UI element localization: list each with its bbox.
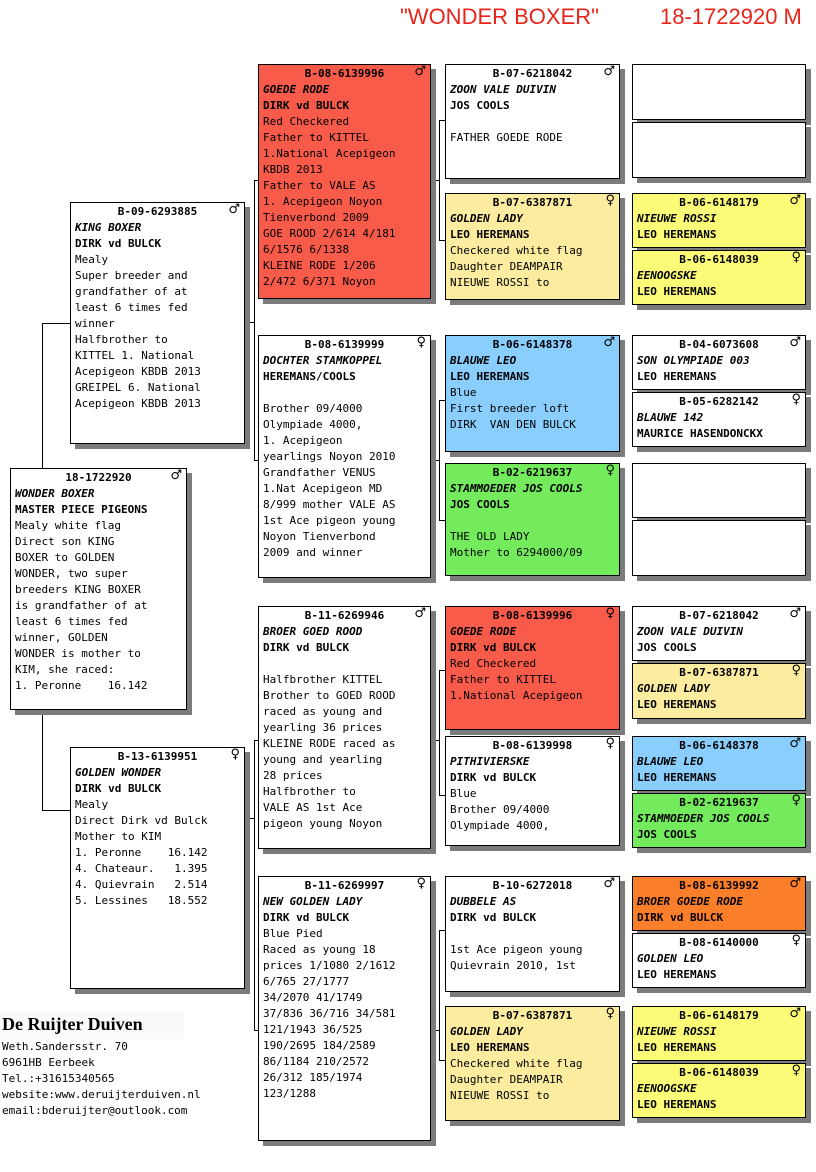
ring-number — [637, 465, 801, 481]
pedigree-card-g5-8[interactable] — [632, 520, 806, 576]
pigeon-name: BLAUWE 142 — [637, 411, 704, 424]
pigeon-description: Checkered white flag Daughter DEAMPAIR NIEUWE ROSSI to — [450, 244, 583, 289]
ring-number-text: B-08-6139996 — [492, 609, 573, 622]
breeder-label: LEO HEREMANS — [637, 968, 717, 981]
pedigree-card-g5-14[interactable] — [632, 933, 806, 988]
ring-number-text: B-06-6148378 — [492, 338, 573, 351]
pedigree-card-dss[interactable] — [445, 606, 620, 730]
pigeon-description: FATHER GOEDE RODE — [450, 131, 563, 144]
pigeon-description: Blue First breeder loft DIRK VAN DEN BULCK — [450, 386, 576, 431]
breeder-label: LEO HEREMANS — [450, 370, 530, 383]
pigeon-description: Blue Pied Raced as young 18 prices 1/1080 2/1612 6/765 27/1777 34/2070 41/1749 37/836 36/716 34/581 121/1943 36/525 190/2695 184/2589 86/1184 210/2572 26/312 185/1974 123/1288 — [263, 927, 396, 1100]
breeder-label: DIRK vd BULCK — [450, 771, 537, 784]
pedigree-card-g5-16[interactable] — [632, 1063, 806, 1118]
breeder-phone[interactable]: Tel.:+31615340565 — [2, 1072, 115, 1085]
pedigree-card-dsd[interactable] — [445, 736, 620, 846]
pigeon-description: Red Checkered Father to KITTEL 1.National Acepigeon KBDB 2013 Father to VALE AS 1. Acepigeon Noyon Tienverbond 2009 GOE ROOD 2/614 4/181 6/1576 6/1338 KLEINE RODE 1/206 2/472 6/371 Noyon — [263, 115, 396, 288]
pigeon-name: DOCHTER STAMKOPPEL — [263, 354, 383, 367]
ring-number — [263, 878, 426, 894]
breeder-label: LEO HEREMANS — [450, 1041, 530, 1054]
ring-number — [637, 1065, 801, 1081]
sex-icon: ♀ — [230, 747, 240, 762]
pedigree-card-g5-9[interactable] — [632, 606, 806, 661]
sex-icon: ♀ — [791, 392, 801, 407]
ring-number — [75, 204, 240, 220]
ring-number-text: B-07-6387871 — [679, 666, 759, 679]
ring-number — [263, 66, 426, 82]
ring-number-text: B-10-6272018 — [492, 879, 573, 892]
breeder-label: LEO HEREMANS — [637, 1098, 717, 1111]
sex-icon: ♂ — [789, 606, 801, 621]
breeder-label: DIRK vd BULCK — [637, 911, 724, 924]
pedigree-card-ssd[interactable] — [445, 193, 620, 300]
ring-number-text: B-08-6140000 — [679, 936, 759, 949]
pigeon-description: Brother 09/4000 Olympiade 4000, 1. Acepigeon yearlings Noyon 2010 Grandfather VENUS 1.Nat Acepigeon MD 8/999 mother VALE AS 1st Ace pigeon young Noyon Tienverbond 2009 and winner — [263, 402, 396, 559]
breeder-label: LEO HEREMANS — [637, 370, 717, 383]
pigeon-name: NIEUWE ROSSI — [637, 212, 717, 225]
pedigree-card-subject[interactable] — [10, 468, 187, 710]
pedigree-ring-number: 18-1722920 M — [660, 4, 802, 29]
ring-number-text: B-06-6148039 — [679, 1066, 759, 1079]
breeder-email-link[interactable]: email:bderuijter@outlook.com — [2, 1104, 188, 1117]
breeder-label: LEO HEREMANS — [637, 228, 717, 241]
pedigree-card-dam[interactable] — [70, 747, 245, 989]
pigeon-name: BLAUWE LEO — [450, 354, 517, 367]
pigeon-name: DUBBELE AS — [450, 895, 517, 908]
breeder-label: MASTER PIECE PIGEONS — [15, 503, 148, 516]
breeder-label: MAURICE HASENDONCKX — [637, 427, 763, 440]
pigeon-name: ZOON VALE DUIVIN — [450, 83, 556, 96]
ring-number — [637, 124, 801, 140]
ring-number-text: B-06-6148378 — [679, 739, 759, 752]
pigeon-name: BROER GOEDE RODE — [637, 895, 743, 908]
ring-number — [15, 470, 182, 486]
sex-icon: ♂ — [789, 193, 801, 208]
pedigree-card-g5-15[interactable] — [632, 1006, 806, 1061]
ring-number-text: B-02-6219637 — [679, 796, 759, 809]
pedigree-card-g5-12[interactable] — [632, 793, 806, 848]
ring-number-text: B-06-6148179 — [679, 196, 759, 209]
sex-icon: ♀ — [416, 335, 426, 350]
ring-number — [637, 1008, 801, 1024]
breeder-label: DIRK vd BULCK — [263, 99, 350, 112]
pigeon-name: BLAUWE LEO — [637, 755, 704, 768]
pigeon-name: GOEDE RODE — [450, 625, 517, 638]
pigeon-description: 1st Ace pigeon young Quievrain 2010, 1st — [450, 943, 583, 972]
sex-icon: ♂ — [789, 1006, 801, 1021]
pedigree-card-g5-1[interactable] — [632, 64, 806, 120]
ring-number — [637, 66, 801, 82]
breeder-label: DIRK vd BULCK — [450, 641, 537, 654]
pedigree-card-sds[interactable] — [445, 335, 620, 452]
sex-icon: ♀ — [605, 606, 615, 621]
pedigree-card-g5-5[interactable] — [632, 335, 806, 390]
ring-number — [637, 795, 801, 811]
sex-icon: ♀ — [791, 250, 801, 265]
sex-icon: ♂ — [603, 335, 615, 350]
ring-number — [637, 608, 801, 624]
breeder-label: JOS COOLS — [450, 498, 510, 511]
pedigree-card-g5-7[interactable] — [632, 463, 806, 518]
pedigree-card-g5-13[interactable] — [632, 876, 806, 931]
pigeon-description: Mealy white flag Direct son KING BOXER to GOLDEN WONDER, two super breeders KING BOXER is grandfather of at least 6 times fed winner, GOLDEN WONDER is mother to KIM, she raced: 1. Peronne 16.142 — [15, 519, 148, 692]
sex-icon: ♂ — [414, 606, 426, 621]
ring-number — [637, 337, 801, 353]
breeder-label: JOS COOLS — [637, 641, 697, 654]
ring-number-text: B-07-6218042 — [492, 67, 573, 80]
breeder-city: 6961HB Eerbeek — [2, 1056, 95, 1069]
ring-number-text: B-08-6139996 — [304, 67, 385, 80]
ring-number — [637, 252, 801, 268]
breeder-label: DIRK vd BULCK — [75, 782, 162, 795]
ring-number-text: B-11-6269946 — [304, 609, 385, 622]
pedigree-card-sss[interactable] — [445, 64, 620, 179]
pigeon-name: NIEUWE ROSSI — [637, 1025, 717, 1038]
pigeon-name: PITHIVIERSKE — [450, 755, 530, 768]
page-header — [0, 4, 816, 34]
breeder-label: JOS COOLS — [637, 828, 697, 841]
ring-number — [75, 749, 240, 765]
ring-number — [450, 195, 615, 211]
ring-number — [637, 878, 801, 894]
ring-number — [450, 337, 615, 353]
ring-number — [263, 608, 426, 624]
pigeon-name: STAMMOEDER JOS COOLS — [637, 812, 770, 825]
ring-number — [450, 465, 615, 481]
breeder-label: HEREMANS/COOLS — [263, 370, 356, 383]
pigeon-name: EENOOGSKE — [637, 269, 697, 282]
pedigree-card-sire-sire[interactable] — [258, 64, 431, 299]
pedigree-card-g5-6[interactable] — [632, 392, 806, 447]
pigeon-description: THE OLD LADY Mother to 6294000/09 — [450, 530, 583, 559]
sex-icon: ♂ — [603, 64, 615, 79]
pedigree-card-g5-11[interactable] — [632, 736, 806, 791]
ring-number-text: B-13-6139951 — [117, 750, 198, 763]
breeder-label: LEO HEREMANS — [450, 228, 530, 241]
pedigree-card-ddd[interactable] — [445, 1006, 620, 1121]
ring-number-text: B-06-6148039 — [679, 253, 759, 266]
pedigree-card-g5-3[interactable] — [632, 193, 806, 248]
ring-number — [450, 66, 615, 82]
pigeon-name: GOLDEN LADY — [637, 682, 710, 695]
sex-icon: ♀ — [791, 793, 801, 808]
ring-number — [637, 195, 801, 211]
pigeon-name: GOLDEN LEO — [637, 952, 704, 965]
pedigree-card-sire[interactable] — [70, 202, 245, 444]
pigeon-name: STAMMOEDER JOS COOLS — [450, 482, 583, 495]
pigeon-name: ZOON VALE DUIVIN — [637, 625, 743, 638]
ring-number — [637, 394, 801, 410]
breeder-label: LEO HEREMANS — [637, 771, 717, 784]
ring-number-text: B-02-6219637 — [492, 466, 573, 479]
sex-icon: ♂ — [789, 876, 801, 891]
ring-number — [637, 935, 801, 951]
ring-number — [637, 738, 801, 754]
sex-icon: ♀ — [605, 1006, 615, 1021]
breeder-address: Weth.Sandersstr. 70 — [2, 1040, 128, 1053]
sex-icon: ♀ — [605, 736, 615, 751]
sex-icon: ♀ — [416, 876, 426, 891]
sex-icon: ♂ — [170, 468, 182, 483]
sex-icon: ♂ — [228, 202, 240, 217]
sex-icon: ♀ — [605, 193, 615, 208]
breeder-label: DIRK vd BULCK — [263, 911, 350, 924]
pedigree-card-dds[interactable] — [445, 876, 620, 992]
breeder-label: JOS COOLS — [450, 99, 510, 112]
pedigree-card-g5-4[interactable] — [632, 250, 806, 305]
ring-number — [450, 738, 615, 754]
ring-number-text: B-07-6218042 — [679, 609, 759, 622]
ring-number-text: B-08-6139999 — [304, 338, 385, 351]
pigeon-name: KING BOXER — [75, 221, 142, 234]
ring-number — [450, 1008, 615, 1024]
pedigree-card-sire-dam[interactable] — [258, 335, 431, 578]
breeder-website-link[interactable]: website:www.deruijterduiven.nl — [2, 1088, 201, 1101]
pigeon-description: Blue Brother 09/4000 Olympiade 4000, — [450, 787, 550, 832]
ring-number-text: 18-1722920 — [65, 471, 132, 484]
sex-icon: ♀ — [605, 463, 615, 478]
pigeon-name: BROER GOED ROOD — [263, 625, 363, 638]
pedigree-card-g5-2[interactable] — [632, 122, 806, 178]
breeder-label: DIRK vd BULCK — [263, 641, 350, 654]
pedigree-card-sdd[interactable] — [445, 463, 620, 576]
sex-icon: ♀ — [791, 663, 801, 678]
pigeon-description: Red Checkered Father to KITTEL 1.National Acepigeon — [450, 657, 583, 702]
breeder-label: DIRK vd BULCK — [75, 237, 162, 250]
breeder-label: LEO HEREMANS — [637, 1041, 717, 1054]
pigeon-description: Halfbrother KITTEL Brother to GOED ROOD raced as young and yearling 36 prices KLEINE RODE raced as young and yearling 28 prices Halfbrother to VALE AS 1st Ace pigeon young Noyon — [263, 673, 396, 830]
sex-icon: ♂ — [414, 64, 426, 79]
pigeon-name: GOLDEN WONDER — [75, 766, 162, 779]
breeder-info — [0, 1012, 240, 1119]
ring-number — [263, 337, 426, 353]
ring-number-text: B-11-6269997 — [304, 879, 385, 892]
breeder-name: De Ruijter Duiven — [0, 1012, 184, 1039]
ring-number — [450, 608, 615, 624]
ring-number — [637, 665, 801, 681]
ring-number-text: B-08-6139992 — [679, 879, 759, 892]
sex-icon: ♀ — [791, 933, 801, 948]
pigeon-name: NEW GOLDEN LADY — [263, 895, 363, 908]
ring-number-text: B-08-6139998 — [492, 739, 573, 752]
pedigree-title: "WONDER BOXER" — [400, 4, 599, 29]
ring-number-text: B-06-6148179 — [679, 1009, 759, 1022]
pigeon-description: Mealy Direct Dirk vd Bulck Mother to KIM 1. Peronne 16.142 4. Chateaur. 1.395 4. Quievrain 2.514 5. Lessines 18.552 — [75, 798, 208, 907]
pigeon-name: WONDER BOXER — [15, 487, 95, 500]
ring-number — [450, 878, 615, 894]
pigeon-name: GOLDEN LADY — [450, 1025, 523, 1038]
pigeon-name: GOLDEN LADY — [450, 212, 523, 225]
sex-icon: ♂ — [789, 335, 801, 350]
pigeon-description: Checkered white flag Daughter DEAMPAIR NIEUWE ROSSI to — [450, 1057, 583, 1102]
pigeon-name: EENOOGSKE — [637, 1082, 697, 1095]
pedigree-card-g5-10[interactable] — [632, 663, 806, 719]
pigeon-description: Mealy Super breeder and grandfather of at least 6 times fed winner Halfbrother to KITTEL 1. National Acepigeon KBDB 2013 GREIPEL 6. National Acepigeon KBDB 2013 — [75, 253, 201, 410]
pedigree-card-dam-dam[interactable] — [258, 876, 431, 1141]
ring-number-text: B-07-6387871 — [492, 196, 573, 209]
ring-number-text: B-04-6073608 — [679, 338, 759, 351]
pedigree-card-dam-sire[interactable] — [258, 606, 431, 849]
ring-number-text: B-07-6387871 — [492, 1009, 573, 1022]
ring-number-text: B-05-6282142 — [679, 395, 759, 408]
breeder-label: LEO HEREMANS — [637, 285, 717, 298]
sex-icon: ♀ — [791, 1063, 801, 1078]
ring-number-text: B-09-6293885 — [117, 205, 198, 218]
sex-icon: ♂ — [789, 736, 801, 751]
pigeon-name: SON OLYMPIADE 003 — [637, 354, 750, 367]
ring-number — [637, 522, 801, 538]
breeder-label: DIRK vd BULCK — [450, 911, 537, 924]
pigeon-name: GOEDE RODE — [263, 83, 330, 96]
breeder-label: LEO HEREMANS — [637, 698, 717, 711]
sex-icon: ♂ — [603, 876, 615, 891]
